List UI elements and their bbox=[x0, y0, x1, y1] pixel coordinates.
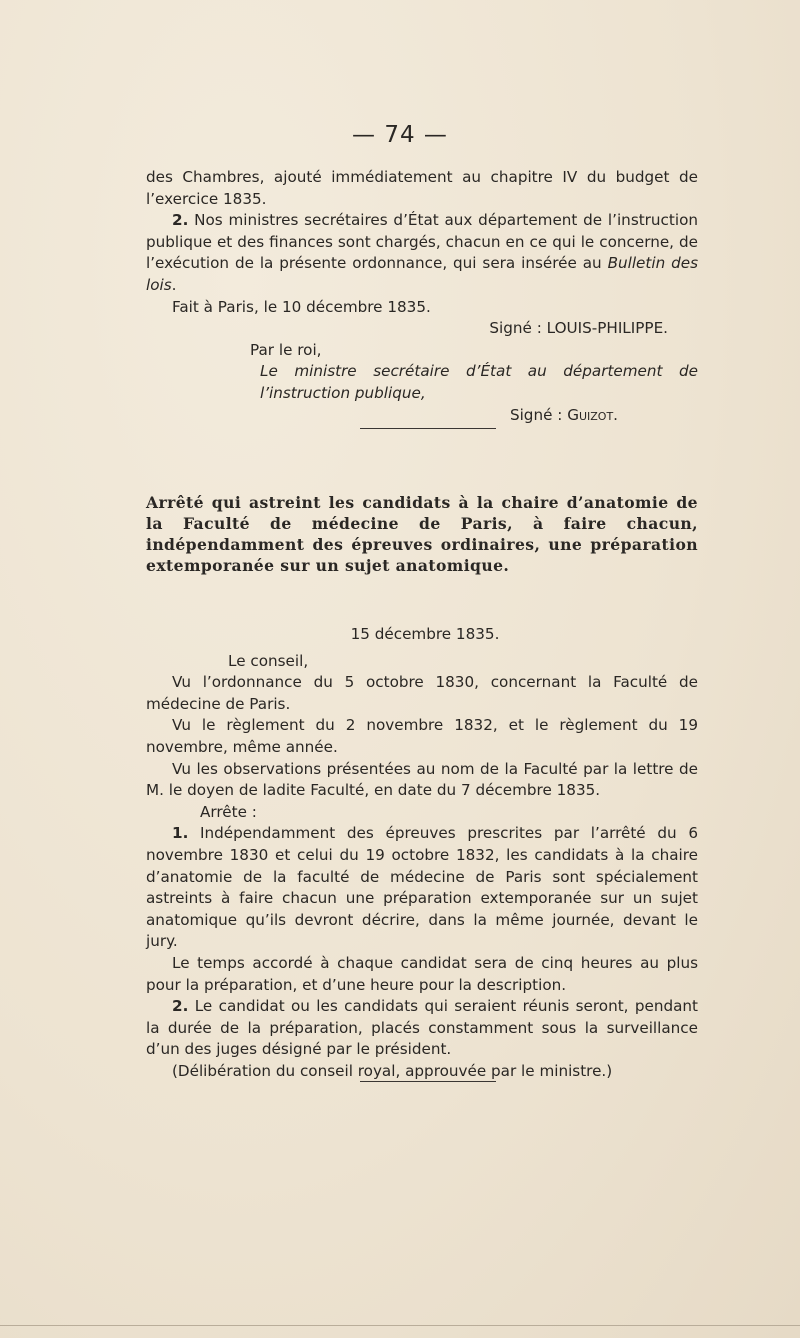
fait-a-paris: Fait à Paris, le 10 décembre 1835. bbox=[172, 297, 431, 316]
page-number: — 74 — bbox=[352, 122, 448, 148]
ministre-title: Le ministre secrétaire d’État au département de l’instruction publique, bbox=[260, 362, 698, 402]
signature-minister bbox=[146, 405, 698, 427]
article-2 bbox=[146, 996, 698, 1061]
vu-reglement: Vu le règlement du 2 novembre 1832, et le règlement du 19 novembre, même année. bbox=[146, 716, 698, 756]
signe-label: Signé : bbox=[509, 405, 568, 424]
article-text: Nos ministres secrétaires d’État aux département de l’instruction publique et des finances sont chargés, chacun en ce qui le concerne, de l’exécution de la présente ordonnance, qui sera insérée au bbox=[146, 211, 698, 273]
ordonnance-end bbox=[146, 167, 698, 426]
deliberation: (Délibération du conseil royal, approuvée par le ministre.) bbox=[172, 1061, 613, 1080]
article-text: Indépendamment des épreuves prescrites par l’arrêté du 6 novembre 1830 et celui du 19 octobre 1832, les candidats à la chaire d’anatomie de la faculté de médecine de Paris sont spécialement astreints à faire chacun une préparation extemporanée sur un sujet anatomique qu’ils devront décrire, dans la même journée, devant le jury. bbox=[146, 824, 698, 951]
temps-accorde: Le temps accordé à chaque candidat sera de cinq heures au plus pour la préparation, et d’une heure pour la description. bbox=[146, 953, 698, 994]
vu-ordonnance: Vu l’ordonnance du 5 octobre 1830, concernant la Faculté de médecine de Paris. bbox=[146, 673, 698, 713]
signature-king: Signé : LOUIS-PHILIPPE. bbox=[489, 319, 668, 338]
article-number: 1. bbox=[172, 824, 189, 843]
end-rule bbox=[360, 1081, 496, 1082]
article-1 bbox=[146, 823, 698, 953]
vu-observations: Vu les observations présentées au nom de la Faculté par la lettre de M. le doyen de ladite Faculté, en date du 7 décembre 1835. bbox=[146, 759, 698, 800]
arrete-label: Arrête : bbox=[200, 802, 257, 821]
bulletin-des-lois: Bulletin des lois bbox=[146, 254, 698, 294]
paragraph-chambres: des Chambres, ajouté immédiatement au chapitre IV du budget de l’exercice 1835. bbox=[146, 168, 698, 208]
article-number: 2. bbox=[172, 997, 189, 1016]
article-2-ordonnance bbox=[146, 210, 698, 296]
arrete-title: Arrêté qui astreint les candidats à la chaire d’anatomie de la Faculté de médecine de Paris, à faire chacun, indépendamment des épreuves ordinaires, une préparation extemporanée sur un sujet anatomique. bbox=[146, 493, 698, 575]
article-text: Le candidat ou les candidats qui seraient réunis seront, pendant la durée de la préparation, placés constamment sous la surveillance d’un des juges désigné par le président. bbox=[146, 997, 698, 1059]
arrete-date: 15 décembre 1835. bbox=[350, 625, 500, 643]
page-edge-line bbox=[0, 1325, 800, 1326]
separator-rule bbox=[360, 428, 496, 429]
article-number: 2. bbox=[172, 211, 189, 230]
signe-end: . bbox=[613, 405, 618, 424]
article-text-end: . bbox=[171, 275, 177, 294]
arrete-body bbox=[146, 624, 698, 1082]
par-le-roi: Par le roi, bbox=[250, 340, 322, 359]
le-conseil: Le conseil, bbox=[228, 651, 309, 670]
signe-name: Guizot bbox=[567, 405, 614, 424]
